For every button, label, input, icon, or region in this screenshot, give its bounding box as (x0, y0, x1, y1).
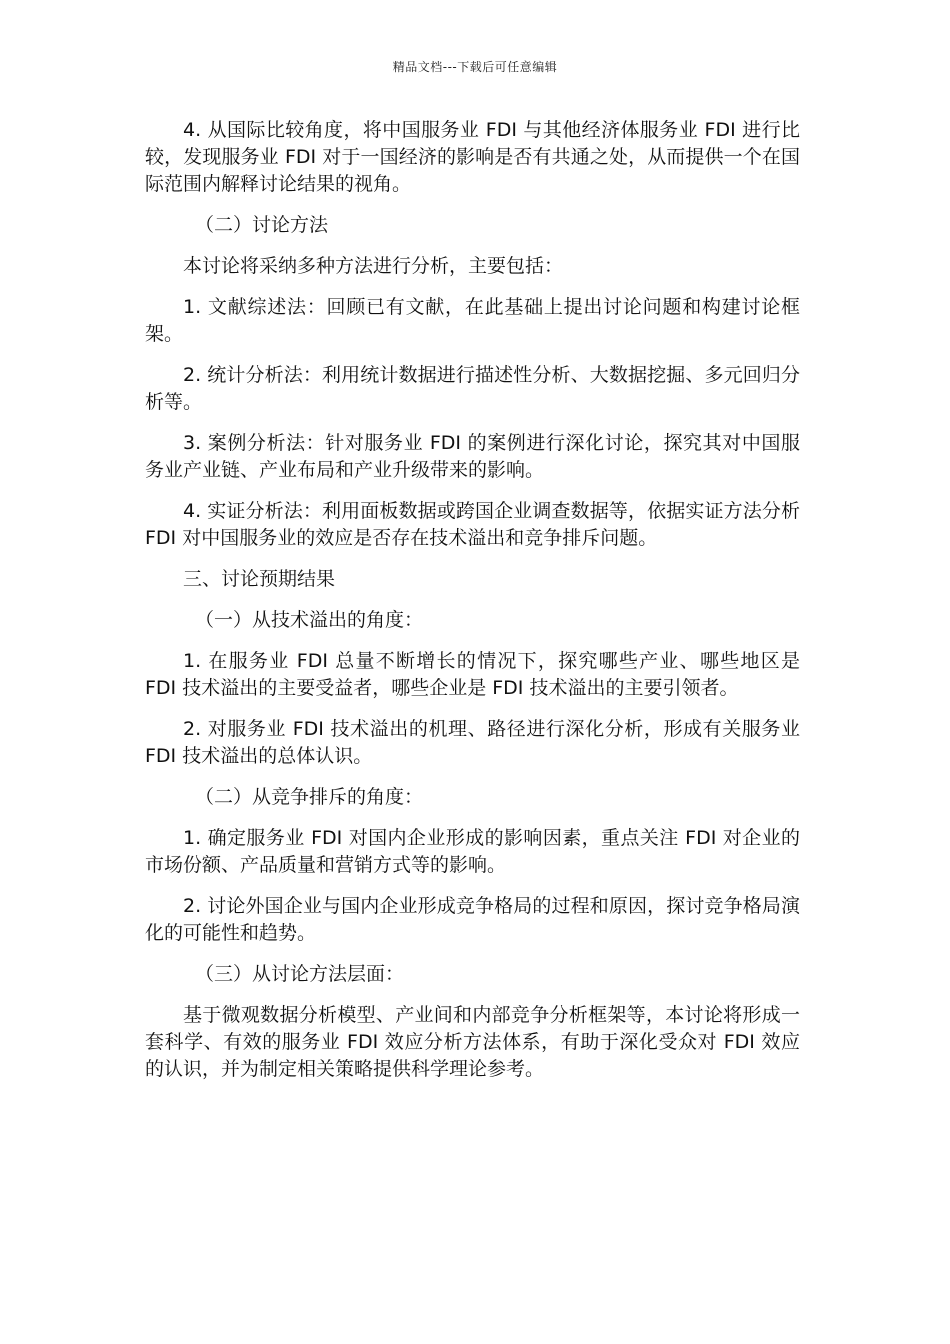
paragraph-method-literature: 1. 文献综述法：回顾已有文献，在此基础上提出讨论问题和构建讨论框架。 (145, 296, 800, 345)
subsection-heading-methodology: （三）从讨论方法层面： (195, 963, 405, 985)
paragraph-method-empirical: 4. 实证分析法：利用面板数据或跨国企业调查数据等，依据实证方法分析 FDI 对中国服务业的效应是否存在技术溢出和竞争排斥问题。 (145, 500, 800, 549)
subsection-heading-competition: （二）从竞争排斥的角度： (195, 786, 424, 808)
paragraph-competition-1: 1. 确定服务业 FDI 对国内企业形成的影响因素，重点关注 FDI 对企业的市场份额、产品质量和营销方式等的影响。 (145, 827, 800, 876)
page-header: 精品文档---下载后可任意编辑 (392, 60, 558, 74)
paragraph-competition-2: 2. 讨论外国企业与国内企业形成竞争格局的过程和原因，探讨竞争格局演化的可能性和趋势。 (145, 895, 800, 944)
paragraph-spillover-1: 1. 在服务业 FDI 总量不断增长的情况下，探究哪些产业、哪些地区是 FDI 技术溢出的主要受益者，哪些企业是 FDI 技术溢出的主要引领者。 (145, 650, 800, 699)
document-body (145, 117, 800, 1097)
paragraph-method-statistics: 2. 统计分析法：利用统计数据进行描述性分析、大数据挖掘、多元回归分析等。 (145, 364, 800, 413)
section-heading-methods: （二）讨论方法 (195, 214, 329, 236)
paragraph-intl-comparison: 4. 从国际比较角度，将中国服务业 FDI 与其他经济体服务业 FDI 进行比较，发现服务业 FDI 对于一国经济的影响是否有共通之处，从而提供一个在国际范围内解释讨论结果的视角。 (145, 119, 800, 195)
paragraph-methods-intro: 本讨论将采纳多种方法进行分析，主要包括： (183, 255, 564, 277)
subsection-heading-tech-spillover: （一）从技术溢出的角度： (195, 609, 424, 631)
section-heading-expected-results: 三、讨论预期结果 (183, 568, 336, 590)
paragraph-spillover-2: 2. 对服务业 FDI 技术溢出的机理、路径进行深化分析，形成有关服务业 FDI 技术溢出的总体认识。 (145, 718, 800, 767)
paragraph-method-case: 3. 案例分析法：针对服务业 FDI 的案例进行深化讨论，探究其对中国服务业产业链、产业布局和产业升级带来的影响。 (145, 432, 800, 481)
paragraph-methodology: 基于微观数据分析模型、产业间和内部竞争分析框架等，本讨论将形成一套科学、有效的服务业 FDI 效应分析方法体系，有助于深化受众对 FDI 效应的认识，并为制定相关策略提供科学理论参考。 (145, 1004, 800, 1080)
